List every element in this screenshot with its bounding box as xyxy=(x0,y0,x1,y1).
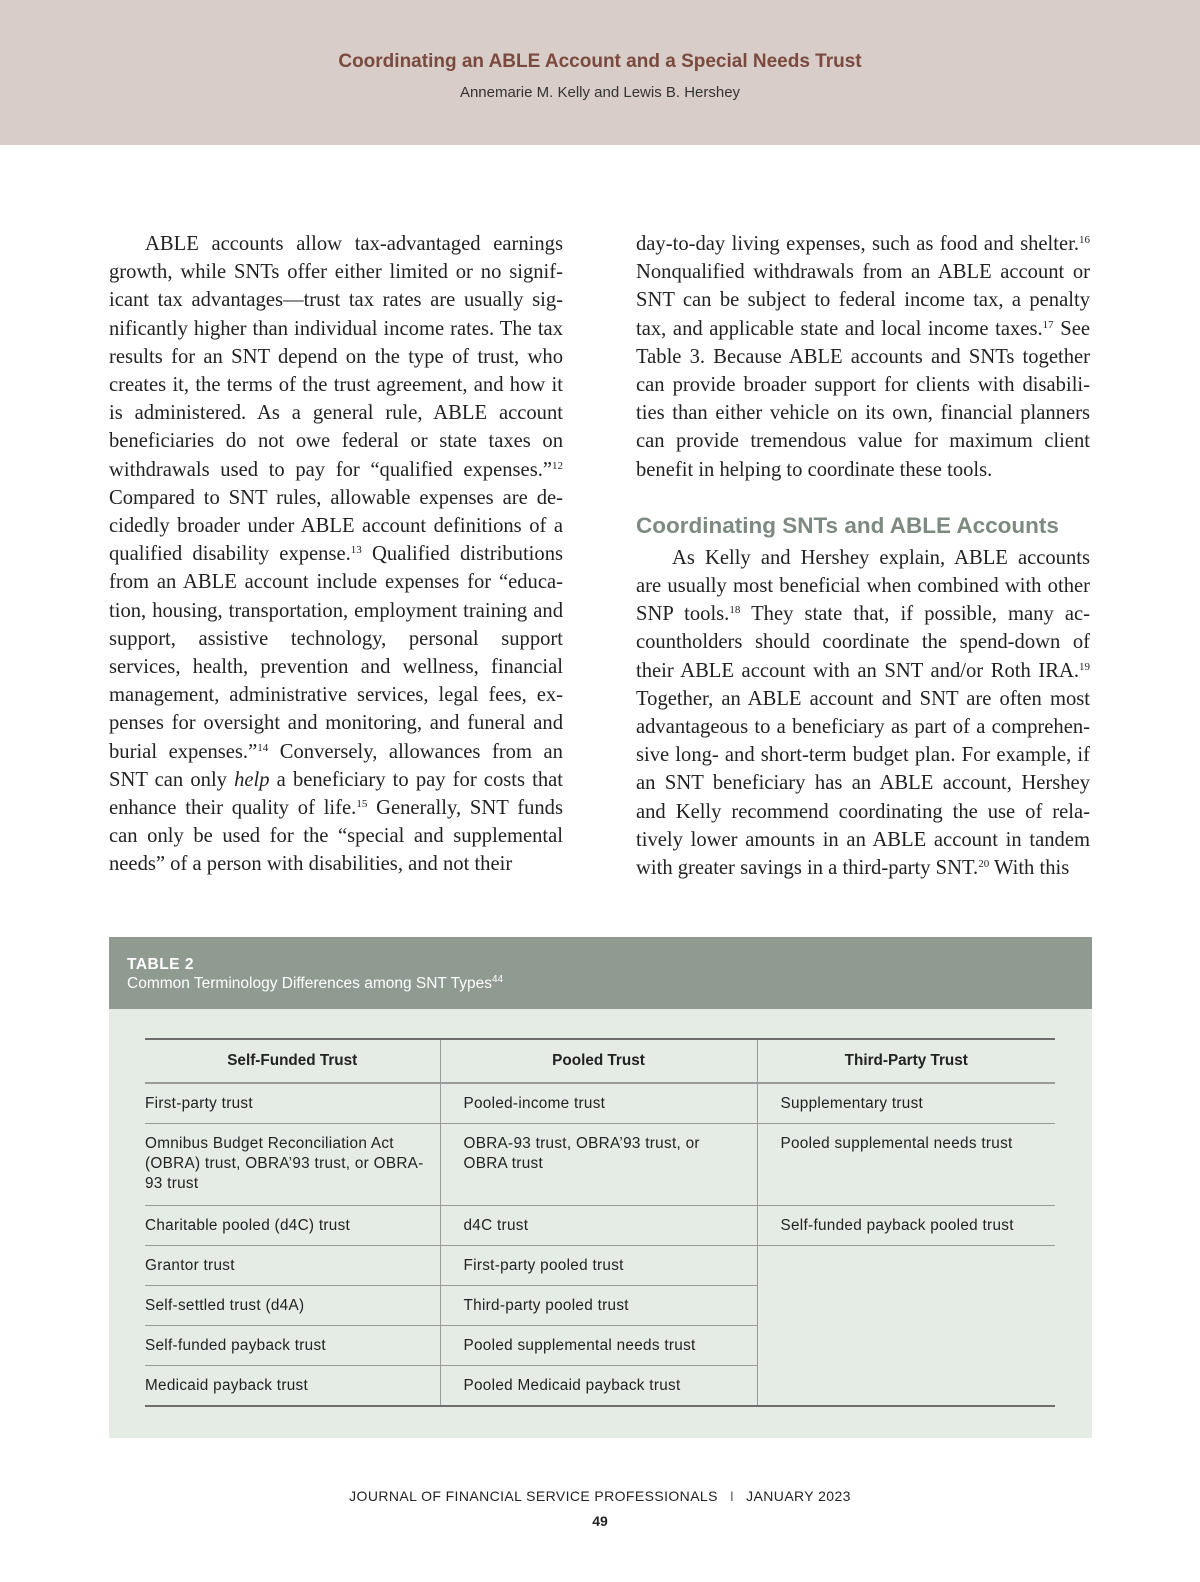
footnote-ref: 18 xyxy=(729,604,741,617)
table-row xyxy=(145,1083,1055,1124)
footnote-ref: 17 xyxy=(1042,318,1054,331)
table-cell: Omnibus Budget Reconciliation Act (OBRA) trust, OBRA’93 trust, or OBRA-93 trust xyxy=(145,1124,440,1206)
footnote-ref: 19 xyxy=(1079,660,1090,673)
footnote-ref: 15 xyxy=(356,798,368,811)
terminology-table xyxy=(145,1038,1055,1407)
right-column xyxy=(636,230,1090,882)
text-run: ABLE accounts allow tax-advantaged earnings growth, while SNTs offer either limited or no significant tax advantages—trust tax rates are usually significantly higher than individual income rates. The tax results for an SNT depend on the type of trust, who creates it, the terms of the trust agreement, and how it is administered. As a general rule, ABLE account beneficiaries do not owe federal or state taxes on withdrawals used to pay for “qualified expenses.” xyxy=(109,233,563,481)
text-run: day-to-day living expenses, such as food and shelter. xyxy=(636,233,1079,255)
text-run: Nonqualified withdrawals from an ABLE account or SNT can be subject to federal income tax, a penalty tax, and applicable state and local income taxes. xyxy=(636,261,1090,340)
table-cell: Self-funded payback trust xyxy=(145,1326,440,1366)
footnote-ref: 12 xyxy=(552,459,563,472)
paragraph xyxy=(109,230,563,879)
footnote-ref: 14 xyxy=(257,741,269,754)
table-row xyxy=(145,1246,1055,1286)
running-footer xyxy=(0,1488,1200,1504)
table-row xyxy=(145,1366,1055,1407)
table-cell: First-party trust xyxy=(145,1083,440,1124)
table-cell: Charitable pooled (d4C) trust xyxy=(145,1206,440,1246)
table-cell: Pooled supplemental needs trust xyxy=(757,1124,1055,1206)
table-row xyxy=(145,1286,1055,1326)
table-cell xyxy=(757,1246,1055,1286)
text-run: Qualified distributions from an ABLE account include expenses for “education, housing, transportation, employment training and support, assistive technology, personal support services, health, prevention and wellness, financial management, administrative services, legal fees, expenses for oversight and monitoring, and funeral and burial expenses.” xyxy=(109,543,564,763)
left-column xyxy=(109,230,563,879)
table-cell: Pooled supplemental needs trust xyxy=(440,1326,757,1366)
column-header: Pooled Trust xyxy=(440,1039,757,1083)
text-run: Compared to SNT rules, allowable expenses are decidedly broader under ABLE account definitions of a qualified disability expense. xyxy=(109,486,563,566)
table-caption xyxy=(127,975,1092,993)
text-run: See Table 3. Because ABLE accounts and SNTs together can provide broader support for clients with disabilities than either vehicle on its own, financial planners can provide tremendous value for maximum client benefit in helping to coordinate these tools. xyxy=(636,317,1090,481)
table-cell: Grantor trust xyxy=(145,1246,440,1286)
article-title: Coordinating an ABLE Account and a Special Needs Trust xyxy=(338,51,862,72)
table-label: TABLE 2 xyxy=(127,956,194,973)
table-cell: Pooled-income trust xyxy=(440,1083,757,1124)
running-header xyxy=(0,0,1200,145)
footnote-ref: 13 xyxy=(350,544,362,557)
table-cell: OBRA-93 trust, OBRA’93 trust, or OBRA trust xyxy=(440,1124,757,1206)
table-cell xyxy=(757,1286,1055,1326)
issue-date: JANUARY 2023 xyxy=(746,1488,851,1504)
table-cell: Supplementary trust xyxy=(757,1083,1055,1124)
footnote-ref: 20 xyxy=(978,858,990,871)
section-heading: Coordinating SNTs and ABLE Accounts xyxy=(636,512,1059,538)
text-run: As Kelly and Hershey explain, ABLE accounts are usually most beneficial when combined with other SNP tools. xyxy=(636,546,1090,626)
text-run: They state that, if possible, many accountholders should coordinate the spend-down of their ABLE account with an SNT and/or Roth IRA. xyxy=(636,603,1090,682)
paragraph xyxy=(636,544,1090,882)
table-cell: Self-settled trust (d4A) xyxy=(145,1286,440,1326)
table-cell: Medicaid payback trust xyxy=(145,1366,440,1407)
caption-text: Common Terminology Differences among SNT Types xyxy=(127,975,492,992)
emphasis: help xyxy=(234,768,270,791)
text-run: With this xyxy=(989,857,1070,880)
column-header: Self-Funded Trust xyxy=(145,1039,440,1083)
table-row xyxy=(145,1206,1055,1246)
table-row xyxy=(145,1326,1055,1366)
table-cell: d4C trust xyxy=(440,1206,757,1246)
table-row xyxy=(145,1124,1055,1206)
text-run: Together, an ABLE account and SNT are often most advantageous to a beneficiary as part of a comprehensive long- and short-term budget plan. For example, if an SNT beneficiary has an ABLE account, Hershey and Kelly recommend coordinating the use of relatively lower amounts in an ABLE account in tandem with greater savings in a third-party SNT. xyxy=(636,687,1090,880)
table-header-row xyxy=(145,1039,1055,1083)
text-run: a beneficiary to pay for costs that enhance their quality of life. xyxy=(109,768,564,820)
table-cell: Pooled Medicaid payback trust xyxy=(440,1366,757,1407)
article-authors: Annemarie M. Kelly and Lewis B. Hershey xyxy=(459,84,741,101)
table-cell: Self-funded payback pooled trust xyxy=(757,1206,1055,1246)
column-header: Third-Party Trust xyxy=(757,1039,1055,1083)
table-2-box xyxy=(109,937,1092,1438)
page-number: 49 xyxy=(592,1513,608,1529)
footnote-ref: 16 xyxy=(1079,234,1090,246)
table-cell: First-party pooled trust xyxy=(440,1246,757,1286)
footnote-ref: 44 xyxy=(492,974,504,985)
text-run: Conversely, allowances from an SNT can only xyxy=(109,740,563,791)
journal-name: JOURNAL OF FINANCIAL SERVICE PROFESSIONALS xyxy=(349,1488,718,1504)
text-run: Generally, SNT funds can only be used for the “special and supplemental needs” of a person with disabilities, and not their xyxy=(109,797,563,876)
footer-separator: I xyxy=(729,1488,735,1504)
table-cell: Third-party pooled trust xyxy=(440,1286,757,1326)
table-cell xyxy=(757,1366,1055,1407)
paragraph xyxy=(636,230,1090,484)
table-cell xyxy=(757,1326,1055,1366)
table-header-bar xyxy=(109,937,1092,1009)
